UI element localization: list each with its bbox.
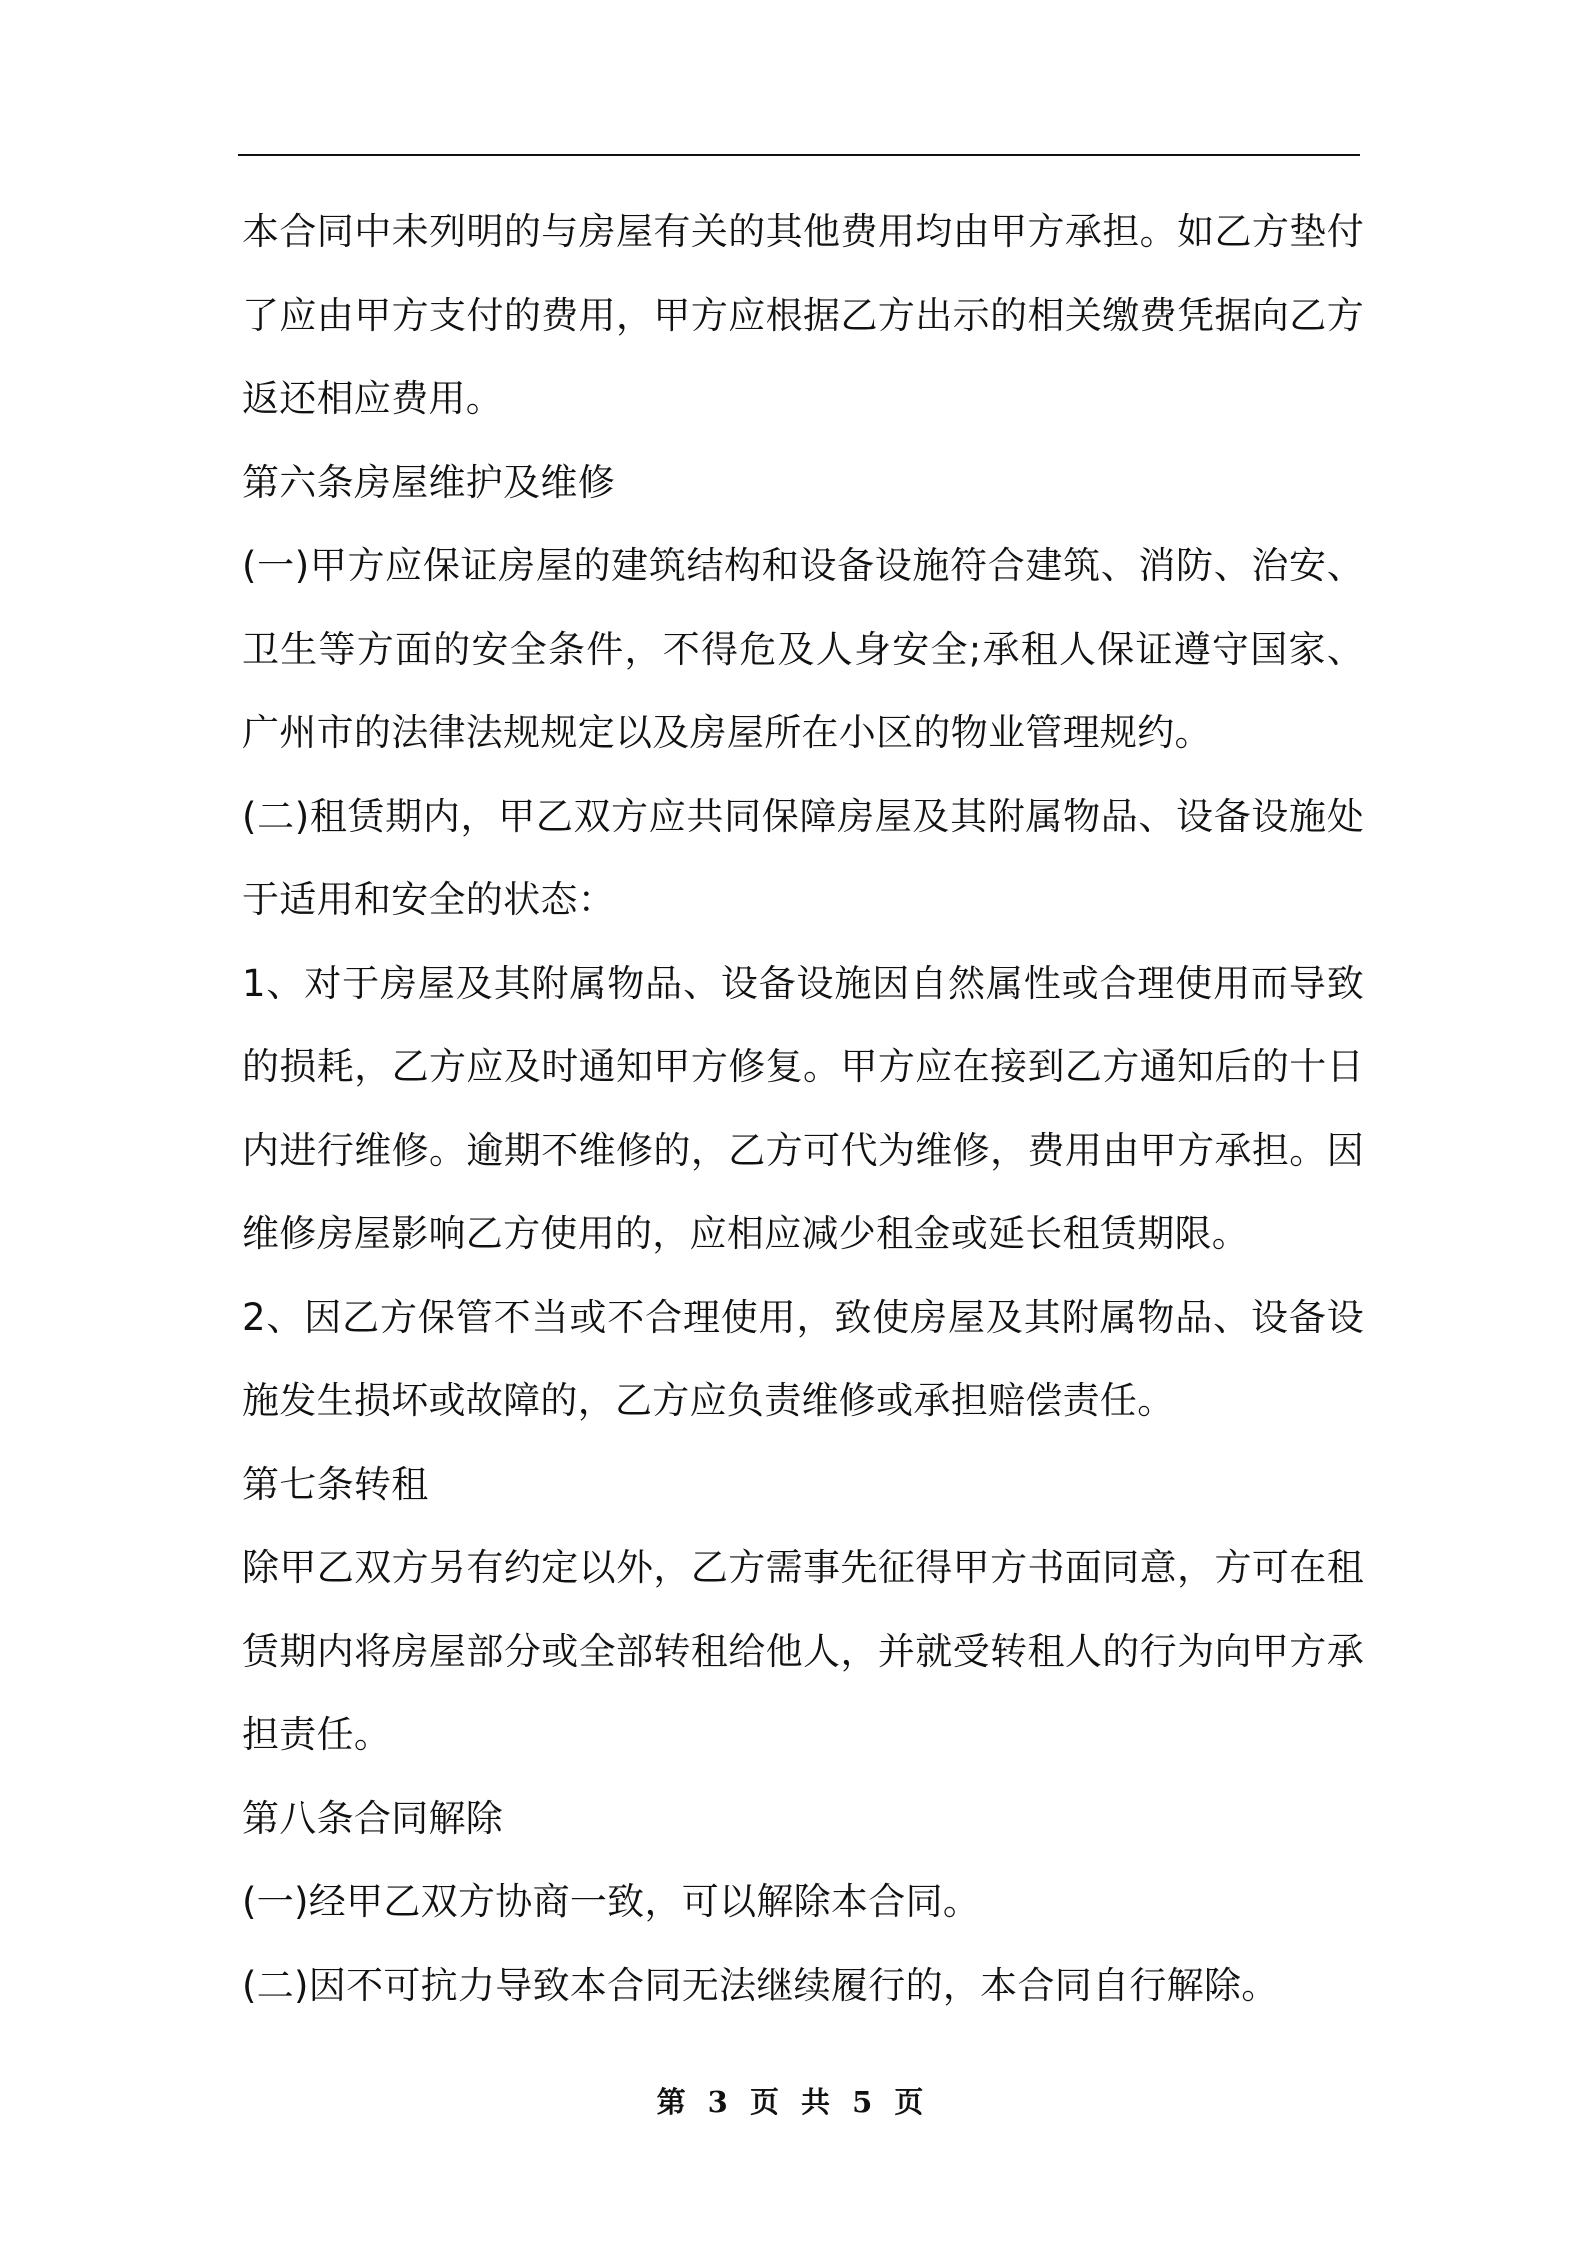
paragraph-6-1: (一)甲方应保证房屋的建筑结构和设备设施符合建筑、消防、治安、卫生等方面的安全条件，不得危及人身安全;承租人保证遵守国家、广州市的法律法规规定以及房屋所在小区的物业管理规约。 <box>242 544 1364 754</box>
paragraph-7: 除甲乙双方另有约定以外，乙方需事先征得甲方书面同意，方可在租赁期内将房屋部分或全部转租给他人，并就受转租人的行为向甲方承担责任。 <box>242 1546 1364 1756</box>
paragraph-6-2-item-1: 1、对于房屋及其附属物品、设备设施因自然属性或合理使用而导致的损耗，乙方应及时通知甲方修复。甲方应在接到乙方通知后的十日内进行维修。逾期不维修的，乙方可代为维修，费用由甲方承担。因维修房屋影响乙方使用的，应相应减少租金或延长租赁期限。 <box>242 961 1364 1255</box>
paragraph-8-1: (一)经甲乙双方协商一致，可以解除本合同。 <box>242 1880 981 1923</box>
paragraph-fees: 本合同中未列明的与房屋有关的其他费用均由甲方承担。如乙方垫付了应由甲方支付的费用，甲方应根据乙方出示的相关缴费凭据向乙方返还相应费用。 <box>242 210 1364 420</box>
page-number: 第 3 页 共 5 页 <box>656 2085 930 2119</box>
paragraph-6-2: (二)租赁期内，甲乙双方应共同保障房屋及其附属物品、设备设施处于适用和安全的状态： <box>242 794 1364 921</box>
paragraph-8-2: (二)因不可抗力导致本合同无法继续履行的，本合同自行解除。 <box>242 1963 1279 2007</box>
paragraph-6-2-item-2: 2、因乙方保管不当或不合理使用，致使房屋及其附属物品、设备设施发生损坏或故障的，乙方应负责维修或承担赔偿责任。 <box>242 1295 1364 1422</box>
heading-article-7: 第七条转租 <box>242 1462 429 1506</box>
heading-article-8: 第八条合同解除 <box>242 1796 504 1840</box>
header-rule <box>238 154 1360 156</box>
heading-article-6: 第六条房屋维护及维修 <box>242 460 615 504</box>
document-body <box>242 190 1364 2027</box>
